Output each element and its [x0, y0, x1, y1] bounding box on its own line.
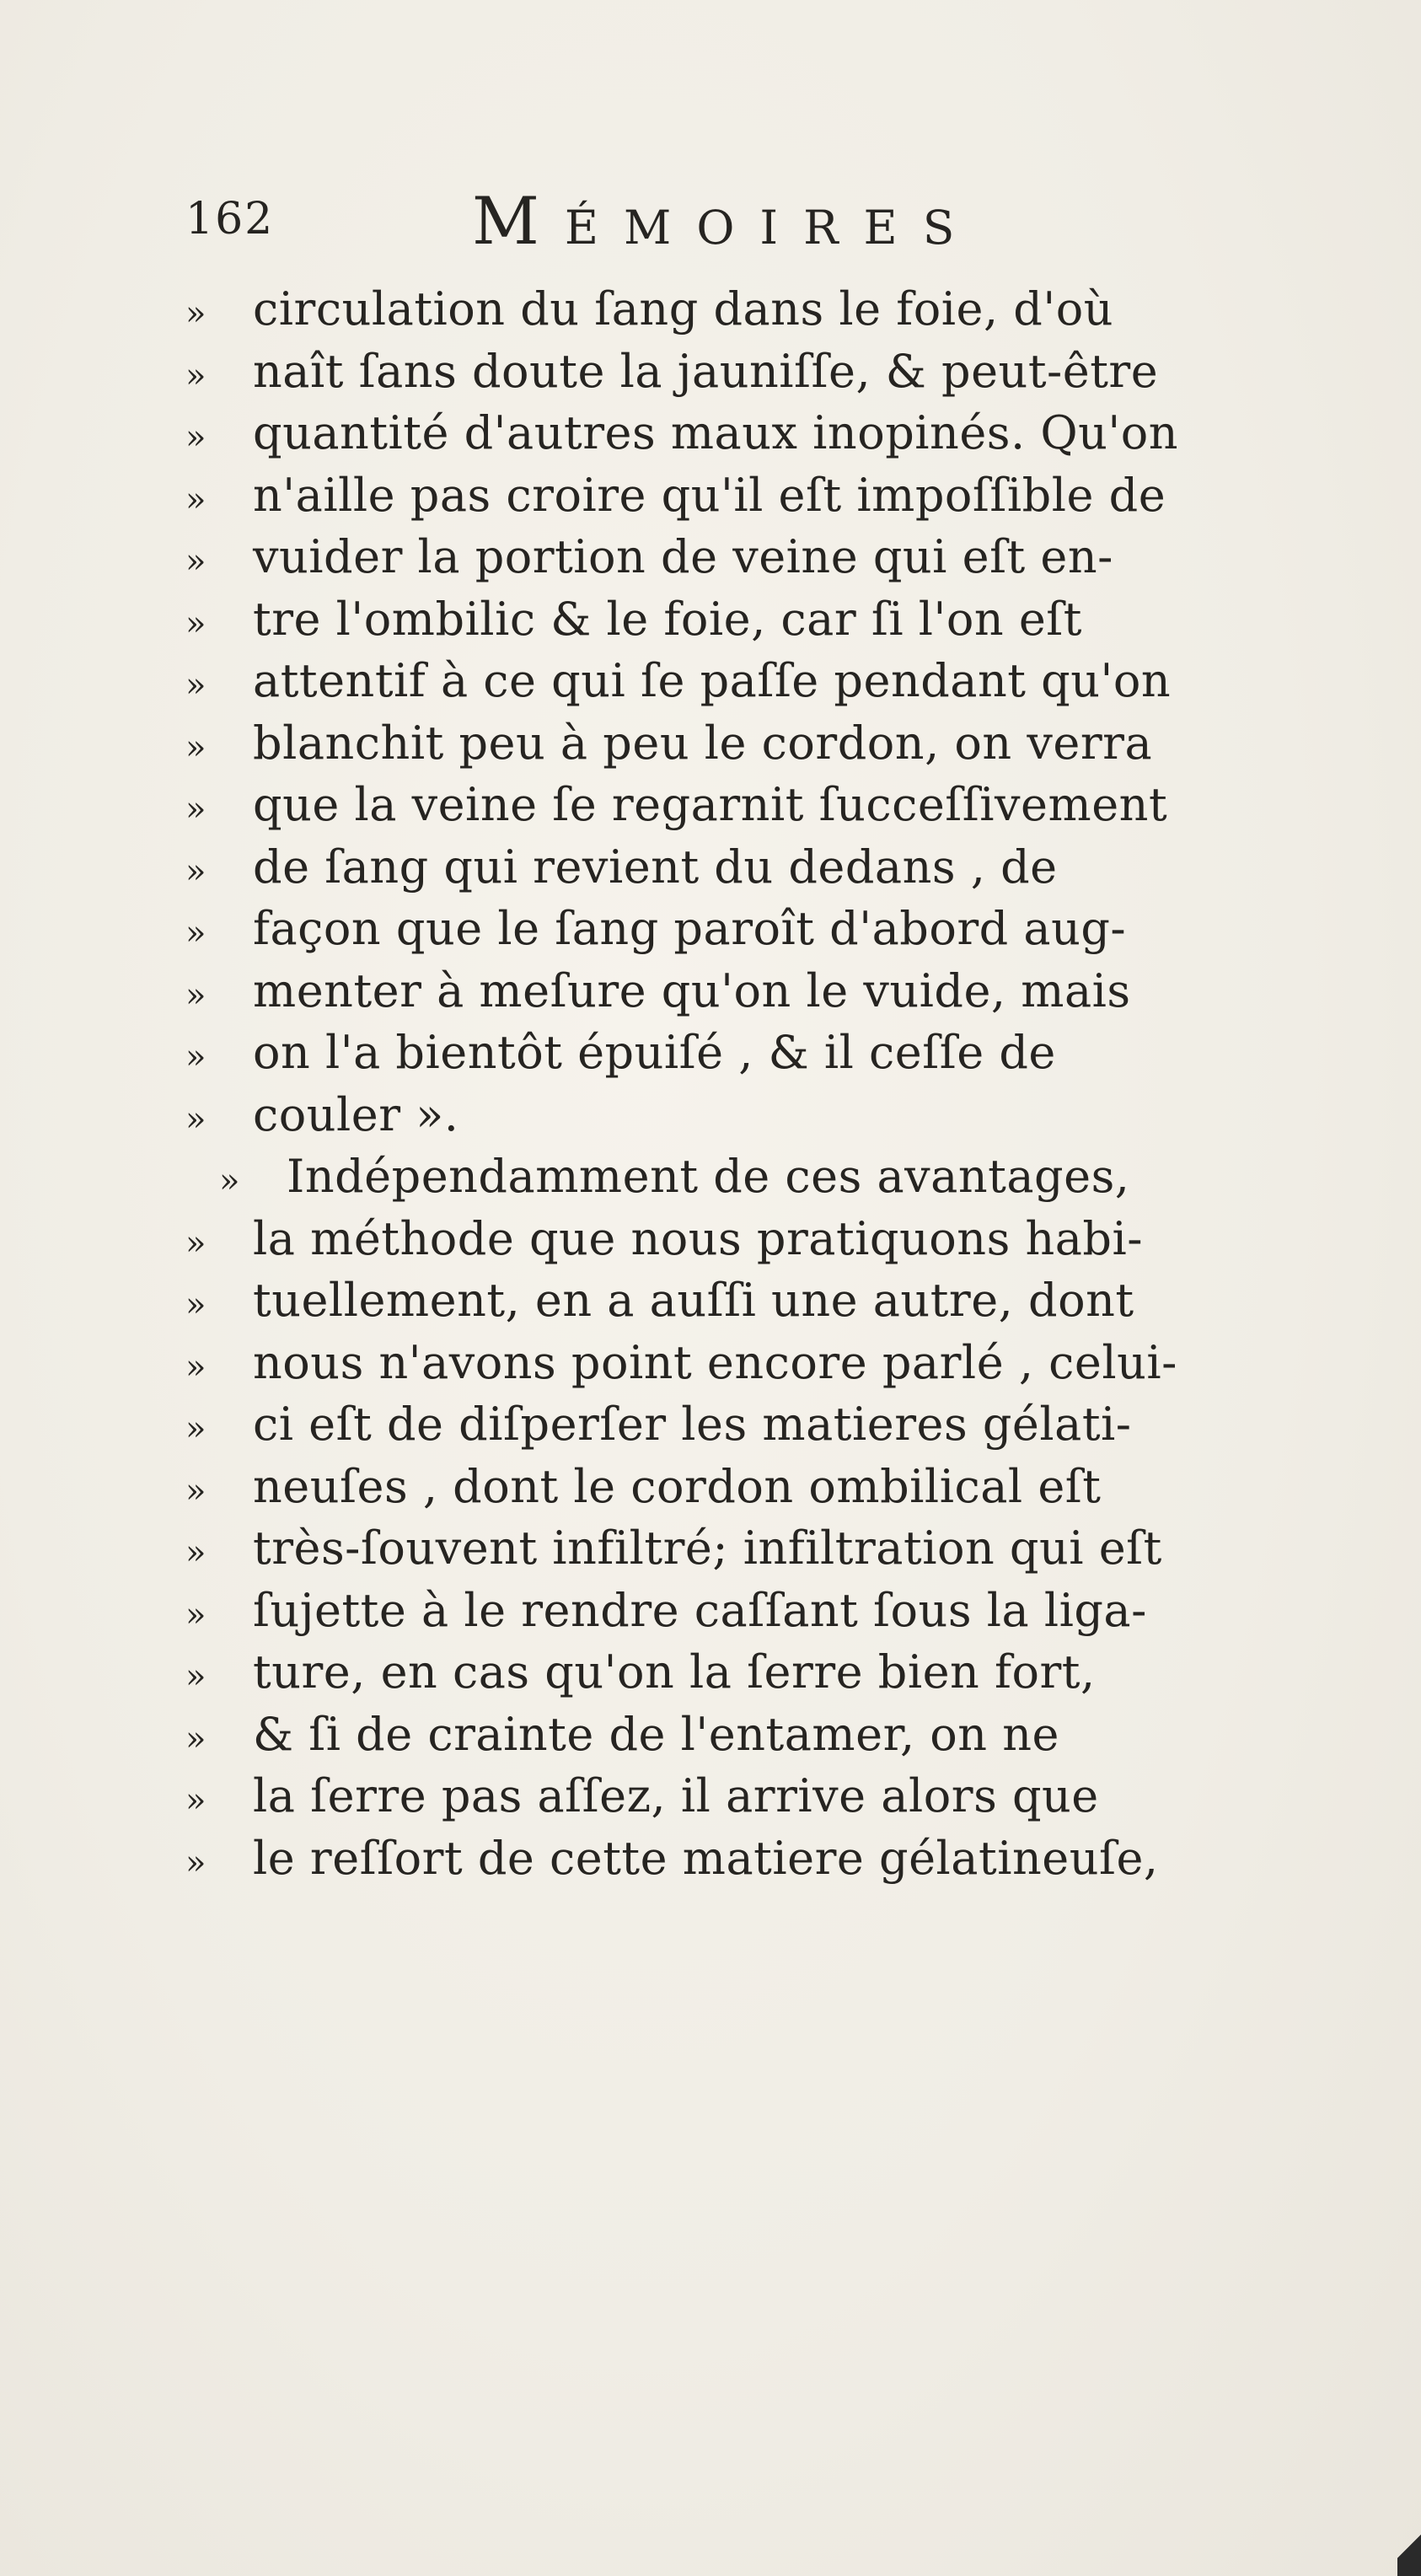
text-line	[185, 402, 1382, 464]
quotation-mark: »	[185, 727, 206, 767]
body-text	[185, 278, 1382, 1889]
quotation-mark: »	[185, 1533, 206, 1572]
line-text: on l'a bientôt épuiſé , & il ceſſe de	[253, 1026, 1056, 1079]
line-text: ſujette à le rendre caſſant ſous la liga-	[253, 1583, 1147, 1637]
quotation-mark: »	[185, 1347, 206, 1387]
quotation-mark: »	[185, 1285, 206, 1324]
line-text: Indépendamment de ces avantages,	[287, 1150, 1130, 1203]
line-text: ci eſt de diſperſer les matieres gélati-	[253, 1398, 1132, 1451]
page-corner-shadow	[1397, 2517, 1421, 2576]
running-title: Mémoires	[472, 184, 980, 260]
text-line	[185, 1517, 1382, 1580]
text-line	[185, 1393, 1382, 1456]
quotation-mark: »	[185, 790, 206, 829]
quotation-mark: »	[185, 604, 206, 643]
line-text: couler ».	[253, 1087, 459, 1141]
text-line	[185, 1022, 1382, 1084]
line-text: attentif à ce qui ſe paſſe pendant qu'on	[253, 654, 1172, 707]
quotation-mark: »	[185, 851, 206, 891]
line-text: la méthode que nous pratiquons habi-	[253, 1211, 1143, 1265]
text-line	[185, 1704, 1382, 1766]
text-line	[185, 712, 1382, 775]
quotation-mark: »	[185, 1223, 206, 1263]
text-line	[185, 588, 1382, 651]
line-text: blanchit peu à peu le cordon, on verra	[253, 716, 1153, 770]
text-line	[185, 774, 1382, 836]
quotation-mark: »	[185, 914, 206, 953]
line-text: tre l'ombilic & le foie, car ſi l'on eſt	[253, 592, 1082, 646]
quotation-mark: »	[219, 1162, 240, 1200]
line-text: très-ſouvent infiltré; infiltration qui eſt	[253, 1521, 1162, 1575]
text-line	[185, 526, 1382, 588]
quotation-mark: »	[185, 666, 206, 705]
line-text: nous n'avons point encore parlé , celui-	[253, 1335, 1177, 1389]
quotation-mark: »	[185, 1409, 206, 1448]
quotation-mark: »	[185, 480, 206, 519]
line-text: de ſang qui revient du dedans , de	[253, 840, 1058, 894]
text-line	[185, 1827, 1382, 1890]
quotation-mark: »	[185, 1099, 206, 1139]
line-text: ture, en cas qu'on la ſerre bien fort,	[253, 1645, 1096, 1699]
line-text: vuider la portion de veine qui eſt en-	[253, 530, 1113, 583]
quotation-mark: »	[185, 975, 206, 1015]
text-line	[185, 278, 1382, 341]
text-line	[185, 1269, 1382, 1332]
line-text: neuſes , dont le cordon ombilical eſt	[253, 1459, 1102, 1513]
text-line	[185, 1765, 1382, 1827]
quotation-mark: »	[185, 1657, 206, 1696]
text-line	[185, 836, 1382, 899]
page-header	[185, 184, 1180, 260]
text-line	[185, 1332, 1382, 1394]
text-line	[185, 1580, 1382, 1642]
quotation-mark: »	[185, 356, 206, 395]
quotation-mark: »	[185, 542, 206, 581]
line-text: le reſſort de cette matiere gélatineuſe,	[253, 1831, 1159, 1885]
line-text: tuellement, en a auſſi une autre, dont	[253, 1274, 1134, 1327]
line-text: que la veine ſe regarnit ſucceſſivement	[253, 778, 1168, 831]
text-line	[185, 960, 1382, 1022]
quotation-mark: »	[185, 1595, 206, 1634]
line-text: n'aille pas croire qu'il eſt impoſſible de	[253, 468, 1166, 522]
page-number: 162	[185, 194, 275, 244]
text-line	[185, 341, 1382, 403]
line-text: menter à meſure qu'on le vuide, mais	[253, 963, 1131, 1017]
quotation-mark: »	[185, 1843, 206, 1882]
line-text: naît ſans doute la jauniſſe, & peut-être	[253, 344, 1159, 398]
quotation-mark: »	[185, 418, 206, 457]
quotation-mark: »	[185, 294, 206, 333]
text-line	[185, 464, 1382, 527]
text-line	[185, 898, 1382, 960]
quotation-mark: »	[185, 1781, 206, 1820]
text-line	[185, 1084, 1382, 1146]
text-line	[185, 650, 1382, 712]
line-text: & ſi de crainte de l'entamer, on ne	[253, 1707, 1059, 1761]
quotation-mark: »	[185, 1038, 206, 1076]
line-text: quantité d'autres maux inopinés. Qu'on	[253, 406, 1178, 459]
text-line	[185, 1146, 1382, 1208]
quotation-mark: »	[185, 1719, 206, 1758]
text-line	[185, 1641, 1382, 1704]
line-text: circulation du ſang dans le foie, d'où	[253, 282, 1114, 335]
line-text: façon que le ſang paroît d'abord aug-	[253, 902, 1127, 955]
text-line	[185, 1456, 1382, 1518]
line-text: la ſerre pas aſſez, il arrive alors que	[253, 1769, 1099, 1822]
text-line	[185, 1208, 1382, 1270]
quotation-mark: »	[185, 1471, 206, 1511]
